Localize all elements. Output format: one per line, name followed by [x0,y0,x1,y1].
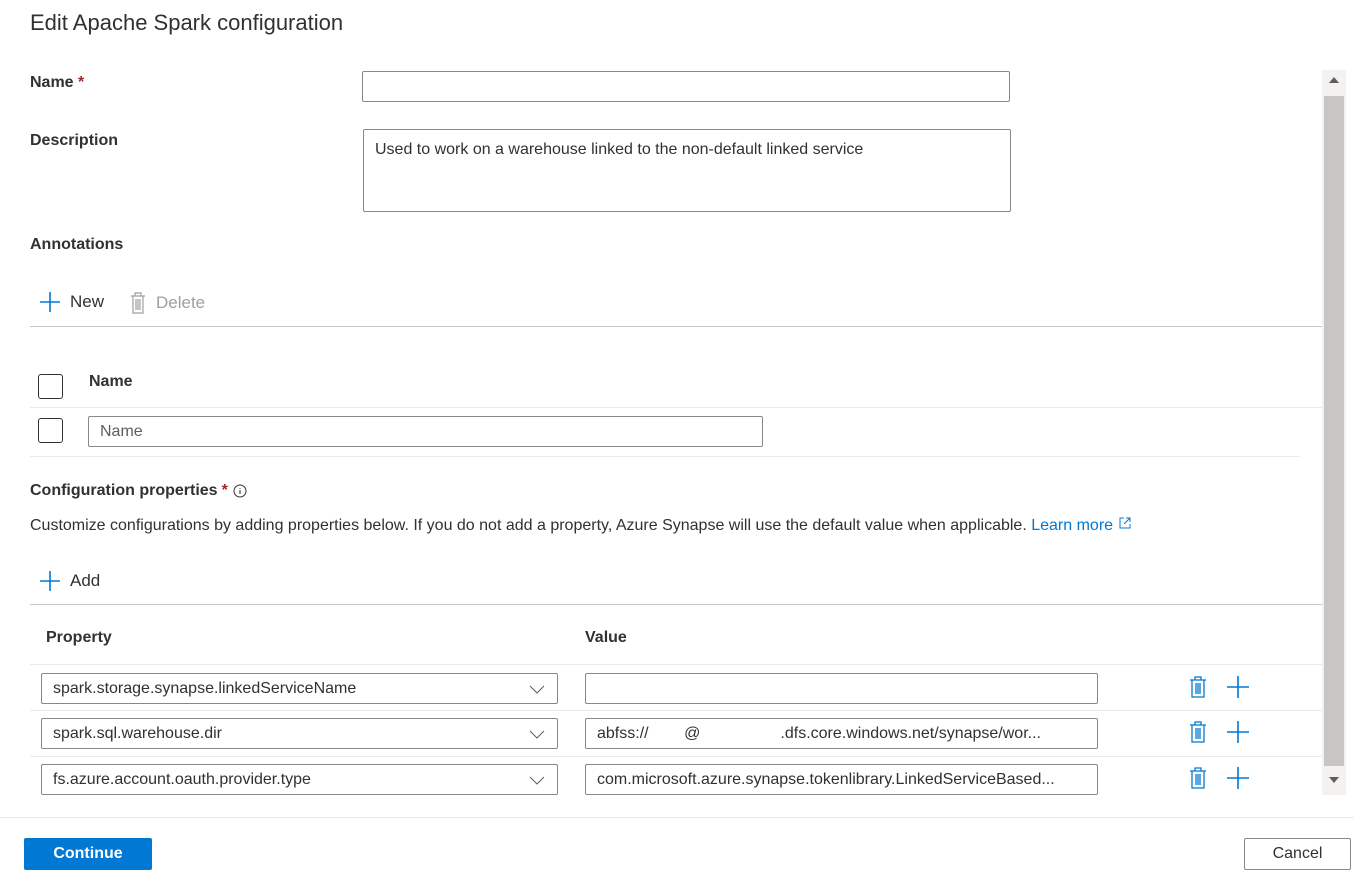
annotations-name-header: Name [89,373,133,390]
chevron-down-icon [529,726,545,742]
property-select[interactable]: spark.storage.synapse.linkedServiceName [41,673,558,704]
chevron-down-icon [529,681,545,697]
footer-divider [0,817,1354,818]
dialog-title: Edit Apache Spark configuration [30,10,344,35]
trash-icon[interactable] [1188,675,1208,699]
delete-annotation-button[interactable]: Delete [130,292,205,314]
trash-icon[interactable] [1188,720,1208,744]
config-help-text: Customize configurations by adding properties below. If you do not add a property, Azure Synapse will use the default value when applicable. Learn more [30,516,1132,535]
divider [30,604,1322,605]
annotation-name-input[interactable] [88,416,763,447]
property-select[interactable]: fs.azure.account.oauth.provider.type [41,764,558,795]
trash-icon[interactable] [1188,766,1208,790]
divider [30,664,1322,665]
add-property-button[interactable]: Add [40,571,100,591]
learn-more-link[interactable]: Learn more [1031,517,1131,534]
scroll-up-icon[interactable] [1328,76,1340,84]
divider [30,756,1322,757]
divider [30,710,1322,711]
divider [30,326,1322,327]
row-checkbox[interactable] [38,418,63,443]
select-all-checkbox[interactable] [38,374,63,399]
config-properties-label: Configuration properties * [30,482,248,500]
value-input[interactable]: abfss:// @ .dfs.core.windows.net/synapse/wor... [585,718,1098,749]
trash-icon [130,292,146,314]
plus-icon [40,292,60,312]
chevron-down-icon [529,772,545,788]
plus-icon[interactable] [1226,766,1250,790]
divider [30,456,1300,457]
external-link-icon [1118,516,1132,530]
description-input[interactable]: Used to work on a warehouse linked to the non-default linked service [363,129,1011,212]
continue-button[interactable]: Continue [24,838,152,870]
name-input[interactable] [362,71,1010,102]
value-input[interactable]: com.microsoft.azure.synapse.tokenlibrary.LinkedServiceBased... [585,764,1098,795]
annotations-label: Annotations [30,236,124,253]
divider [30,407,1322,408]
cancel-button[interactable]: Cancel [1244,838,1351,870]
name-label: Name * [30,74,85,91]
value-input[interactable] [585,673,1098,704]
new-annotation-button[interactable]: New [40,292,104,312]
plus-icon[interactable] [1226,720,1250,744]
plus-icon [40,571,60,591]
property-column-header: Property [46,629,112,646]
scroll-down-icon[interactable] [1328,776,1340,784]
plus-icon[interactable] [1226,675,1250,699]
value-column-header: Value [585,629,627,646]
placeholder: Name [100,422,143,440]
property-select[interactable]: spark.sql.warehouse.dir [41,718,558,749]
info-icon[interactable] [232,483,248,499]
scrollbar-thumb[interactable] [1324,96,1344,766]
description-label: Description [30,132,119,149]
